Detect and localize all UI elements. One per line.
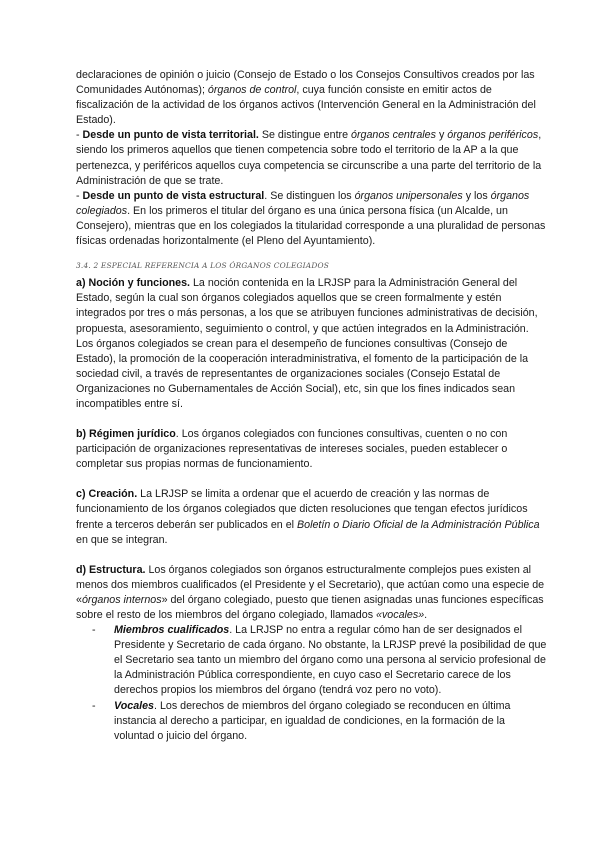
paragraph-a bbox=[76, 276, 548, 412]
paragraph-territorial bbox=[76, 128, 548, 188]
territorial-i2: órganos periféricos bbox=[447, 129, 539, 142]
territorial-t2: y bbox=[435, 129, 448, 142]
list-item bbox=[92, 623, 548, 698]
c-rest: en que se integran. bbox=[76, 533, 168, 546]
territorial-t1: Se distingue entre bbox=[258, 129, 352, 142]
estructural-i2: órganos colegiados bbox=[76, 189, 530, 217]
b-text: . Los órganos colegiados con funciones consultivas, cuenten o no con participación de organizaciones representativas de intereses sociales, pueden establecer o completar sus propias normas de funcionamiento. bbox=[76, 428, 508, 471]
territorial-t3: , siendo los primeros aquellos que tienen competencia sobre todo el territorio de la AP a la que pertenezca, y periféricos aquellos cuya competencia se circunscribe a una parte del territorio de la Administración de que se trate. bbox=[76, 129, 542, 187]
d-i2: «vocales» bbox=[376, 609, 425, 621]
d-t2: » del órgano colegiado, puesto que tienen asignadas unas funciones específicas sobre el resto de los miembros del órgano colegiado, llamados bbox=[76, 593, 544, 621]
territorial-bold: Desde un punto de vista territorial. bbox=[82, 129, 259, 142]
intro-rest: , cuya función consiste en emitir actos de fiscalización de la actividad de los órganos activos (Intervención General en la Administración del Estado). bbox=[76, 84, 536, 127]
d-t3: . bbox=[424, 609, 428, 621]
item-text: . La LRJSP no entra a regular cómo han de ser designados el Presidente y Secretario de cada órgano. No obstante, la LRJSP prevé la posibilidad de que el Secretario sea tanto un miembro del órgano como una persona al servicio profesional de la Administración Pública correspondiente, en cuyo caso el Secretario carece de los derechos propios los miembros del órgano (tendrá voz pero no voto). bbox=[114, 624, 547, 697]
b-bold: b) Régimen jurídico bbox=[76, 428, 176, 441]
c-bold: c) Creación. bbox=[76, 488, 138, 501]
d-list bbox=[76, 623, 548, 744]
intro-italic: órganos de control bbox=[207, 84, 297, 97]
estructural-t3: . En los primeros el titular del órgano es una única persona física (un Alcalde, un Consejero), mientras que en los colegiados la titularidad corresponde a una pluralidad de personas físicas ordenadas horizontalmente (el Pleno del Ayuntamiento). bbox=[76, 204, 546, 248]
item-bold-italic: Miembros cualificados bbox=[114, 624, 230, 637]
a-text: La noción contenida en la LRJSP para la Administración General del Estado, según la cual son órganos colegiados aquellos que se creen formalmente y estén integrados por tres o más personas, a los que se atribuyen funciones administrativas de decisión, propuesta, asesoramiento, seguimiento o control, y que actúen integrados en la Administración. Los órganos colegiados se crean para el desempeño de funciones consultivas (Consejo de Estado), la promoción de la cooperación interadministrativa, el fomento de la participación de la sociedad civil, a través de representantes de organizaciones sociales (Consejo Estatal de Organizaciones no Gubernamentales de Acción Social), etc, sin que los fines indicados sean incompatibles entre sí. bbox=[76, 277, 538, 410]
territorial-prefix: - bbox=[76, 129, 83, 142]
paragraph-d bbox=[76, 563, 548, 623]
c-text: La LRJSP se limita a ordenar que el acuerdo de creación y las normas de funcionamiento de los órganos colegiados que dicten resoluciones que tengan efectos jurídicos frente a terceros deberán ser publicados en el bbox=[76, 488, 528, 531]
item-text: . Los derechos de miembros del órgano colegiado se reconducen en última instancia al derecho a participar, en igualdad de condiciones, en la formación de la voluntad o juicio del órgano. bbox=[114, 699, 511, 742]
estructural-bold: Desde un punto de vista estructural bbox=[82, 189, 265, 202]
a-bold: a) Noción y funciones. bbox=[76, 277, 191, 290]
list-item bbox=[92, 699, 548, 744]
dash-marker: - bbox=[92, 699, 96, 712]
paragraph-estructural bbox=[76, 189, 548, 249]
dash-marker: - bbox=[92, 624, 96, 637]
item-bold-italic: Vocales bbox=[114, 699, 155, 712]
paragraph-c bbox=[76, 487, 548, 547]
d-i1: órganos internos bbox=[81, 593, 162, 606]
c-italic: Boletín o Diario Oficial de la Administración Pública bbox=[297, 518, 540, 531]
intro-text: declaraciones de opinión o juicio (Consejo de Estado o los Consejos Consultivos creados por las Comunidades Autónomas); bbox=[76, 69, 535, 97]
document-page bbox=[76, 68, 548, 744]
estructural-i1: órganos unipersonales bbox=[354, 189, 463, 202]
estructural-t1: . Se distinguen los bbox=[264, 189, 355, 202]
estructural-prefix: - bbox=[76, 189, 83, 202]
section-heading: 3.4. 2 ESPECIAL REFERENCIA A LOS ÓRGANOS COLEGIADOS bbox=[76, 261, 329, 271]
paragraph-intro bbox=[76, 68, 548, 128]
d-bold: d) Estructura. bbox=[76, 563, 146, 576]
territorial-i1: órganos centrales bbox=[351, 129, 436, 142]
paragraph-b bbox=[76, 427, 548, 472]
d-t1: Los órganos colegiados son órganos estructuralmente complejos pues existen al menos dos miembros cualificados (el Presidente y el Secretario), que actúan como una especie de « bbox=[76, 563, 545, 606]
estructural-t2: y los bbox=[462, 189, 491, 202]
